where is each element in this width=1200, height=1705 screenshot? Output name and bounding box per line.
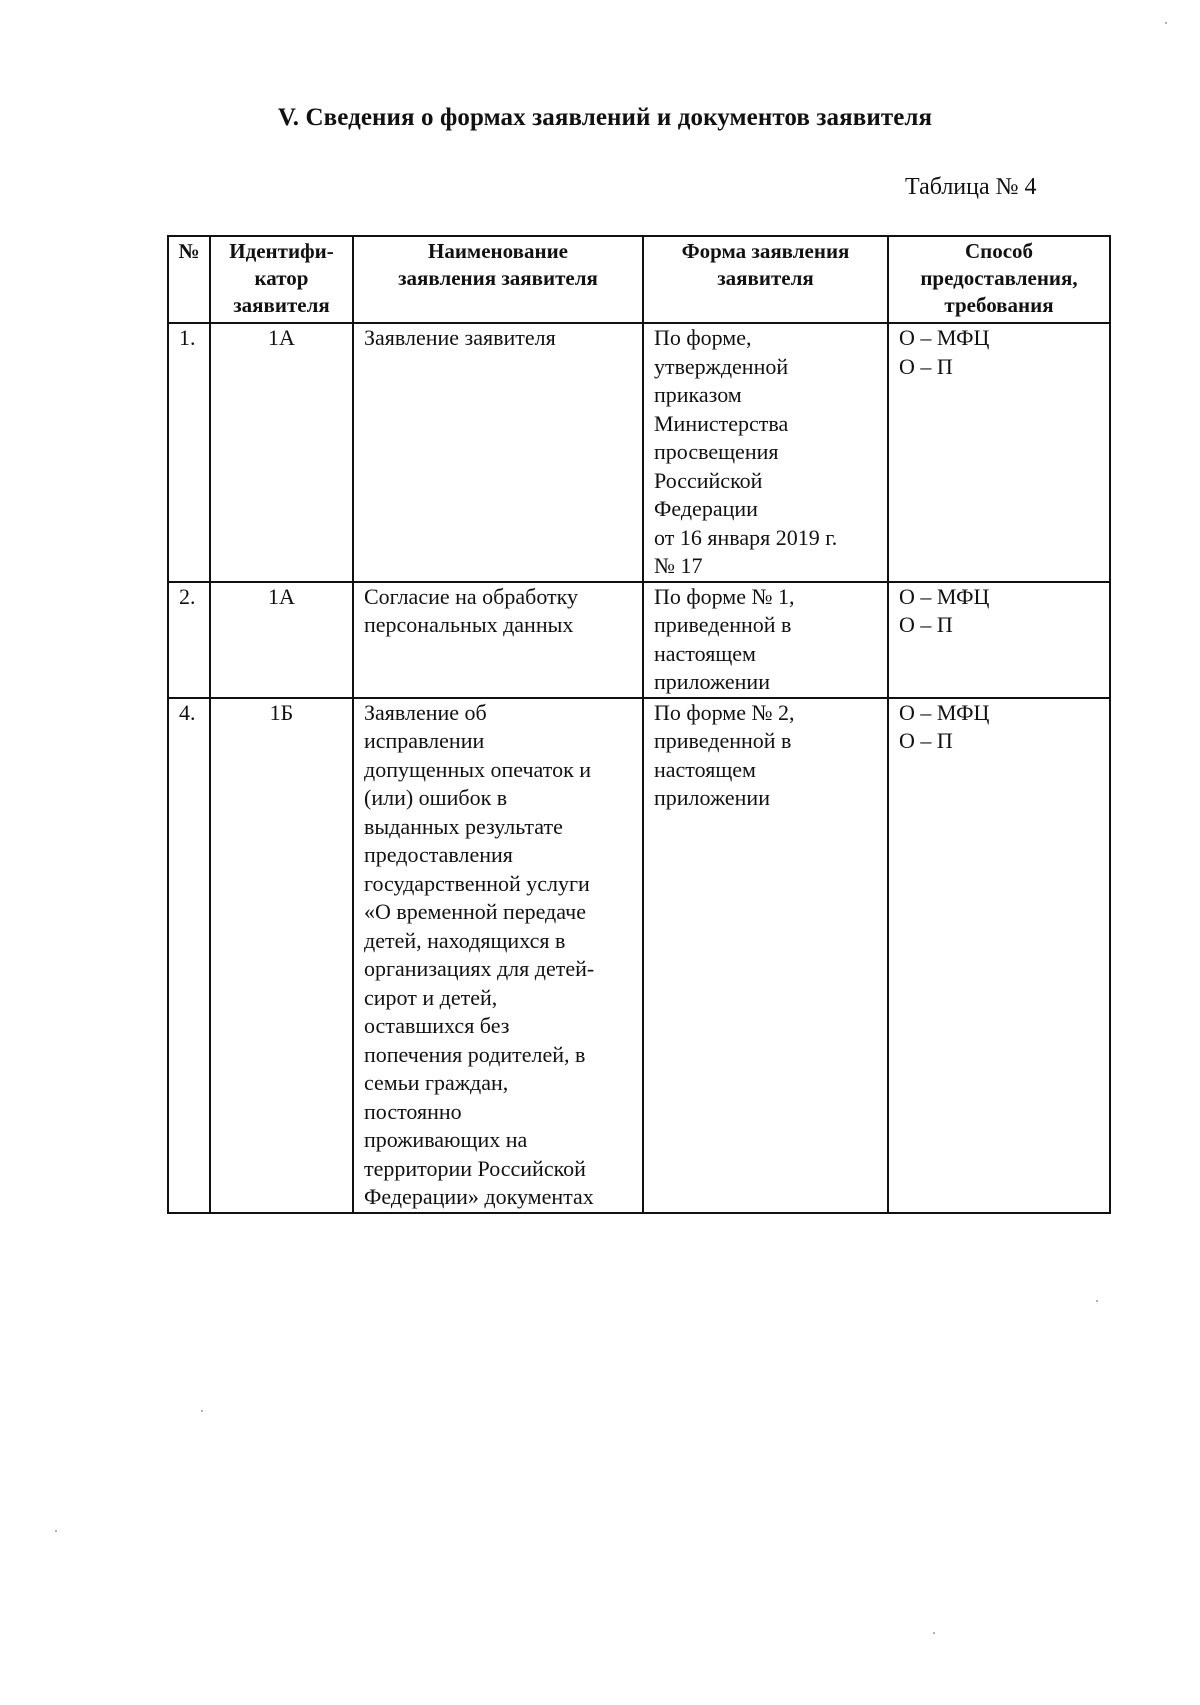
table-row	[168, 698, 1110, 1213]
scan-speck	[933, 1632, 935, 1634]
scan-speck	[1096, 1300, 1098, 1302]
row-identifier: 1Б	[210, 698, 353, 1213]
scan-speck	[201, 1410, 203, 1412]
row-submission-method: О – МФЦ О – П	[888, 698, 1110, 1213]
scan-speck	[55, 1530, 57, 1532]
row-identifier: 1А	[210, 582, 353, 698]
forms-table	[167, 235, 1111, 1214]
row-application-name: Согласие на обработку персональных данных	[353, 582, 643, 698]
row-application-name: Заявление об исправлении допущенных опечаток и (или) ошибок в выданных результате предоставления государственной услуги «О временной передаче детей, находящихся в организациях для детей- сирот и детей, оставшихся без попечения родителей, в семьи граждан, постоянно проживающих на территории Российской Федерации» документах	[353, 698, 643, 1213]
row-num: 4.	[168, 698, 210, 1213]
header-num: №	[168, 236, 210, 323]
row-submission-method: О – МФЦ О – П	[888, 582, 1110, 698]
row-application-form: По форме, утвержденной приказом Министерства просвещения Российской Федерации от 16 января 2019 г. № 17	[643, 323, 888, 582]
table-row	[168, 323, 1110, 582]
row-application-name: Заявление заявителя	[353, 323, 643, 582]
row-num: 1.	[168, 323, 210, 582]
table-header-row	[168, 236, 1110, 323]
table-number-label: Таблица № 4	[905, 174, 1037, 200]
document-title: V. Сведения о формах заявлений и документов заявителя	[277, 104, 933, 131]
scan-speck	[1165, 22, 1167, 24]
row-num: 2.	[168, 582, 210, 698]
table-row	[168, 582, 1110, 698]
header-application-form: Форма заявления заявителя	[643, 236, 888, 323]
header-application-name: Наименование заявления заявителя	[353, 236, 643, 323]
row-application-form: По форме № 1, приведенной в настоящем приложении	[643, 582, 888, 698]
row-submission-method: О – МФЦ О – П	[888, 323, 1110, 582]
row-application-form: По форме № 2, приведенной в настоящем приложении	[643, 698, 888, 1213]
row-identifier: 1А	[210, 323, 353, 582]
header-submission-method: Способ предоставления, требования	[888, 236, 1110, 323]
header-identifier: Идентифи- катор заявителя	[210, 236, 353, 323]
